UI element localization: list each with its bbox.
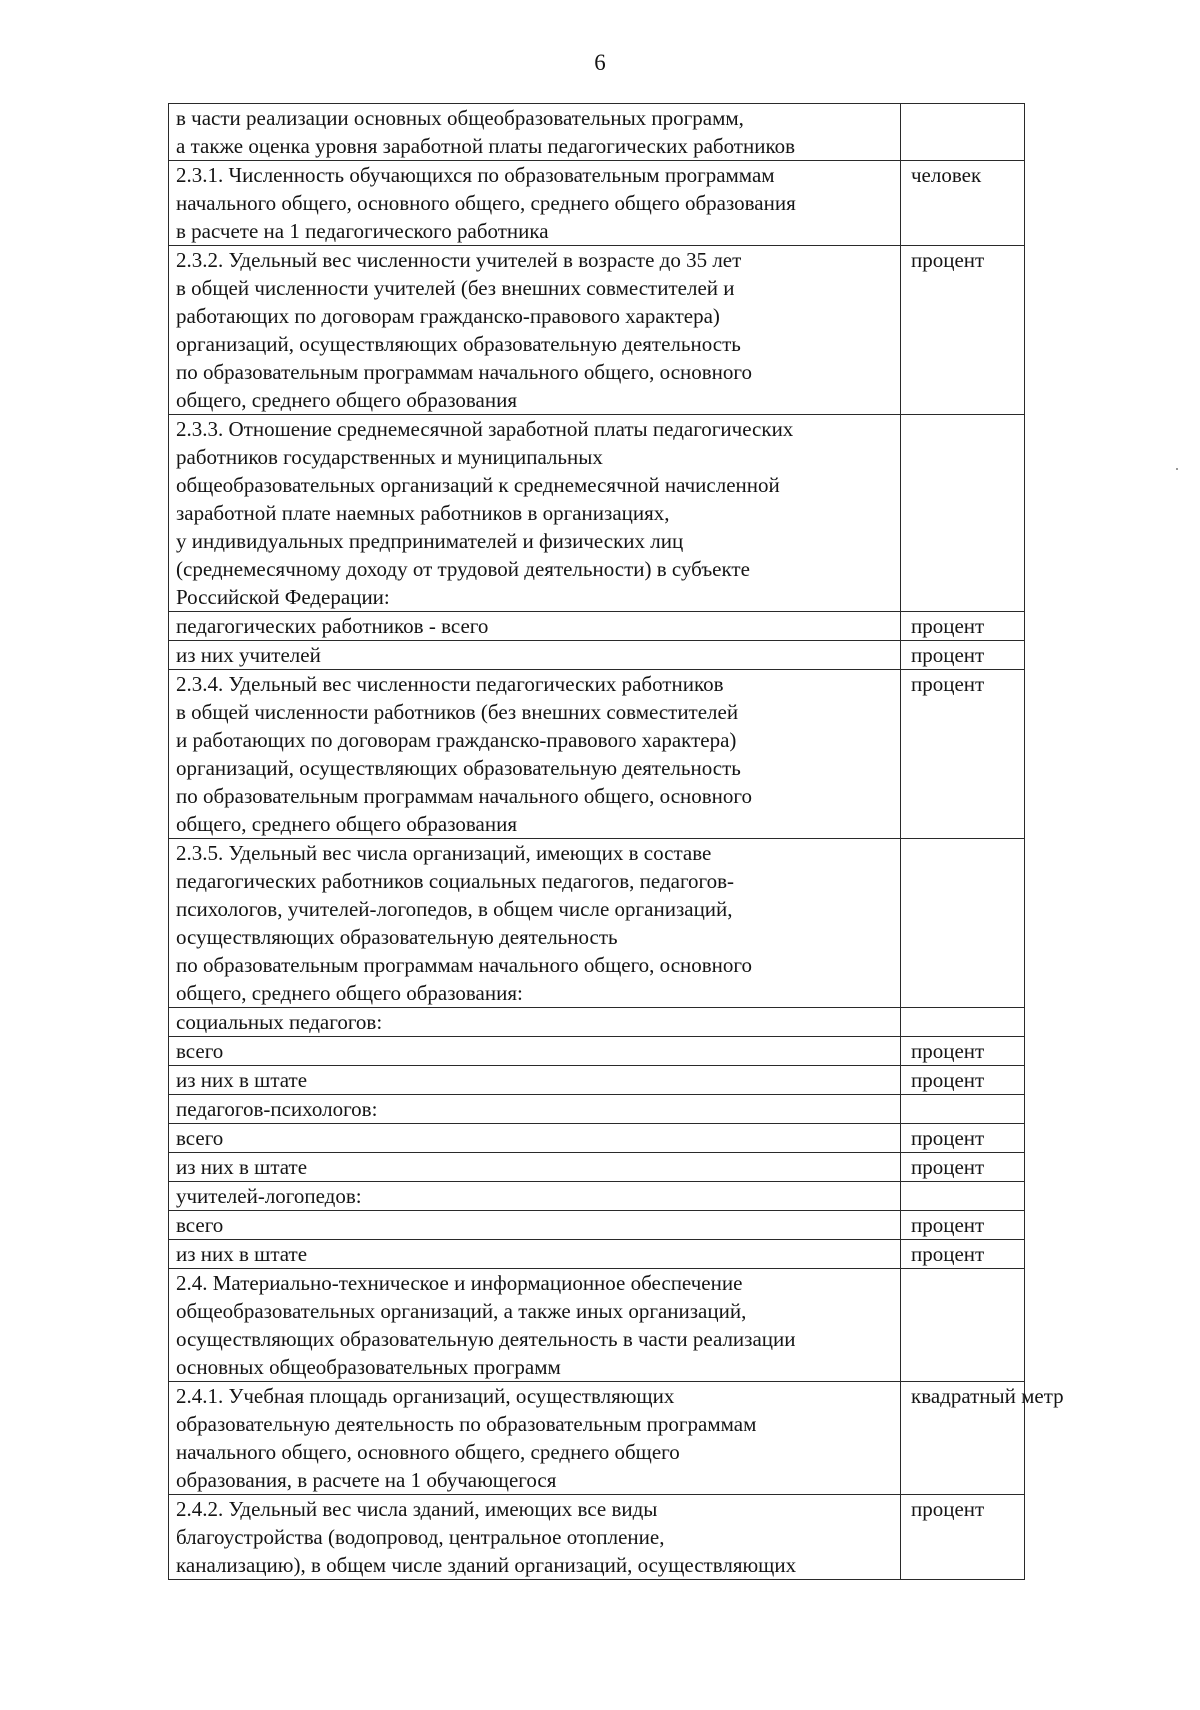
unit-cell: процент <box>901 641 1025 670</box>
table-row <box>169 1269 1025 1382</box>
indicator-text: всего <box>169 1037 901 1066</box>
unit-cell: процент <box>901 612 1025 641</box>
unit-cell: процент <box>901 1211 1025 1240</box>
table-row <box>169 1066 1025 1095</box>
unit-cell <box>901 1008 1025 1037</box>
unit-cell: процент <box>901 1037 1025 1066</box>
table-row <box>169 1211 1025 1240</box>
table-row <box>169 1124 1025 1153</box>
indicator-text: из них в штате <box>169 1153 901 1182</box>
unit-cell: процент <box>901 1240 1025 1269</box>
unit-cell: процент <box>901 1124 1025 1153</box>
indicator-text: 2.4.1. Учебная площадь организаций, осуществляющих образовательную деятельность по образовательным программам начального общего, основного общего, среднего общего образования, в расчете на 1 обучающегося <box>169 1382 901 1495</box>
table-row <box>169 641 1025 670</box>
table-row <box>169 1008 1025 1037</box>
table-row <box>169 612 1025 641</box>
table-row <box>169 415 1025 612</box>
table-row <box>169 1095 1025 1124</box>
unit-cell <box>901 839 1025 1008</box>
table-row <box>169 1037 1025 1066</box>
indicator-text: 2.3.5. Удельный вес числа организаций, имеющих в составе педагогических работников социальных педагогов, педагогов- психологов, учителей-логопедов, в общем числе организаций, осуществляющих образовательную деятельность по образовательным программам начального общего, основного общего, среднего общего образования: <box>169 839 901 1008</box>
unit-cell <box>901 104 1025 161</box>
indicator-text: в части реализации основных общеобразовательных программ, а также оценка уровня заработной платы педагогических работников <box>169 104 901 161</box>
indicator-text: 2.4. Материально-техническое и информационное обеспечение общеобразовательных организаций, а также иных организаций, осуществляющих образовательную деятельность в части реализации основных общеобразовательных программ <box>169 1269 901 1382</box>
table-row <box>169 161 1025 246</box>
table-row <box>169 104 1025 161</box>
indicator-text: 2.3.4. Удельный вес численности педагогических работников в общей численности работников (без внешних совместителей и работающих по договорам гражданско-правового характера) организаций, осуществляющих образовательную деятельность по образовательным программам начального общего, основного общего, среднего общего образования <box>169 670 901 839</box>
indicator-text: всего <box>169 1124 901 1153</box>
indicator-text: 2.3.1. Численность обучающихся по образовательным программам начального общего, основного общего, среднего общего образования в расчете на 1 педагогического работника <box>169 161 901 246</box>
table-row <box>169 670 1025 839</box>
table-row <box>169 1495 1025 1580</box>
scan-speck <box>1176 468 1178 470</box>
indicators-table <box>168 103 1064 1580</box>
unit-cell: процент <box>901 1066 1025 1095</box>
page-number: 6 <box>594 50 606 75</box>
indicator-text: всего <box>169 1211 901 1240</box>
unit-cell <box>901 415 1025 612</box>
indicator-text: из них учителей <box>169 641 901 670</box>
unit-cell <box>901 1182 1025 1211</box>
unit-cell: процент <box>901 1495 1025 1580</box>
unit-cell: процент <box>901 670 1025 839</box>
indicator-text: педагогических работников - всего <box>169 612 901 641</box>
indicator-text: 2.4.2. Удельный вес числа зданий, имеющих все виды благоустройства (водопровод, центральное отопление, канализацию), в общем числе зданий организаций, осуществляющих <box>169 1495 901 1580</box>
unit-cell <box>901 1095 1025 1124</box>
unit-cell <box>901 1269 1025 1382</box>
indicator-text: педагогов-психологов: <box>169 1095 901 1124</box>
indicator-text: 2.3.2. Удельный вес численности учителей в возрасте до 35 лет в общей численности учителей (без внешних совместителей и работающих по договорам гражданско-правового характера) организаций, осуществляющих образовательную деятельность по образовательным программам начального общего, основного общего, среднего общего образования <box>169 246 901 415</box>
table-row <box>169 1240 1025 1269</box>
indicator-text: из них в штате <box>169 1240 901 1269</box>
table-row <box>169 1182 1025 1211</box>
unit-cell: квадратный метр <box>901 1382 1025 1495</box>
indicator-text: учителей-логопедов: <box>169 1182 901 1211</box>
table-row <box>169 246 1025 415</box>
unit-cell: процент <box>901 246 1025 415</box>
indicator-text: из них в штате <box>169 1066 901 1095</box>
table-row <box>169 839 1025 1008</box>
indicator-text: 2.3.3. Отношение среднемесячной заработной платы педагогических работников государственных и муниципальных общеобразовательных организаций к среднемесячной начисленной заработной плате наемных работников в организациях, у индивидуальных предпринимателей и физических лиц (среднемесячному доходу от трудовой деятельности) в субъекте Российской Федерации: <box>169 415 901 612</box>
table-row <box>169 1382 1025 1495</box>
unit-cell: процент <box>901 1153 1025 1182</box>
unit-cell: человек <box>901 161 1025 246</box>
table-row <box>169 1153 1025 1182</box>
indicator-text: социальных педагогов: <box>169 1008 901 1037</box>
